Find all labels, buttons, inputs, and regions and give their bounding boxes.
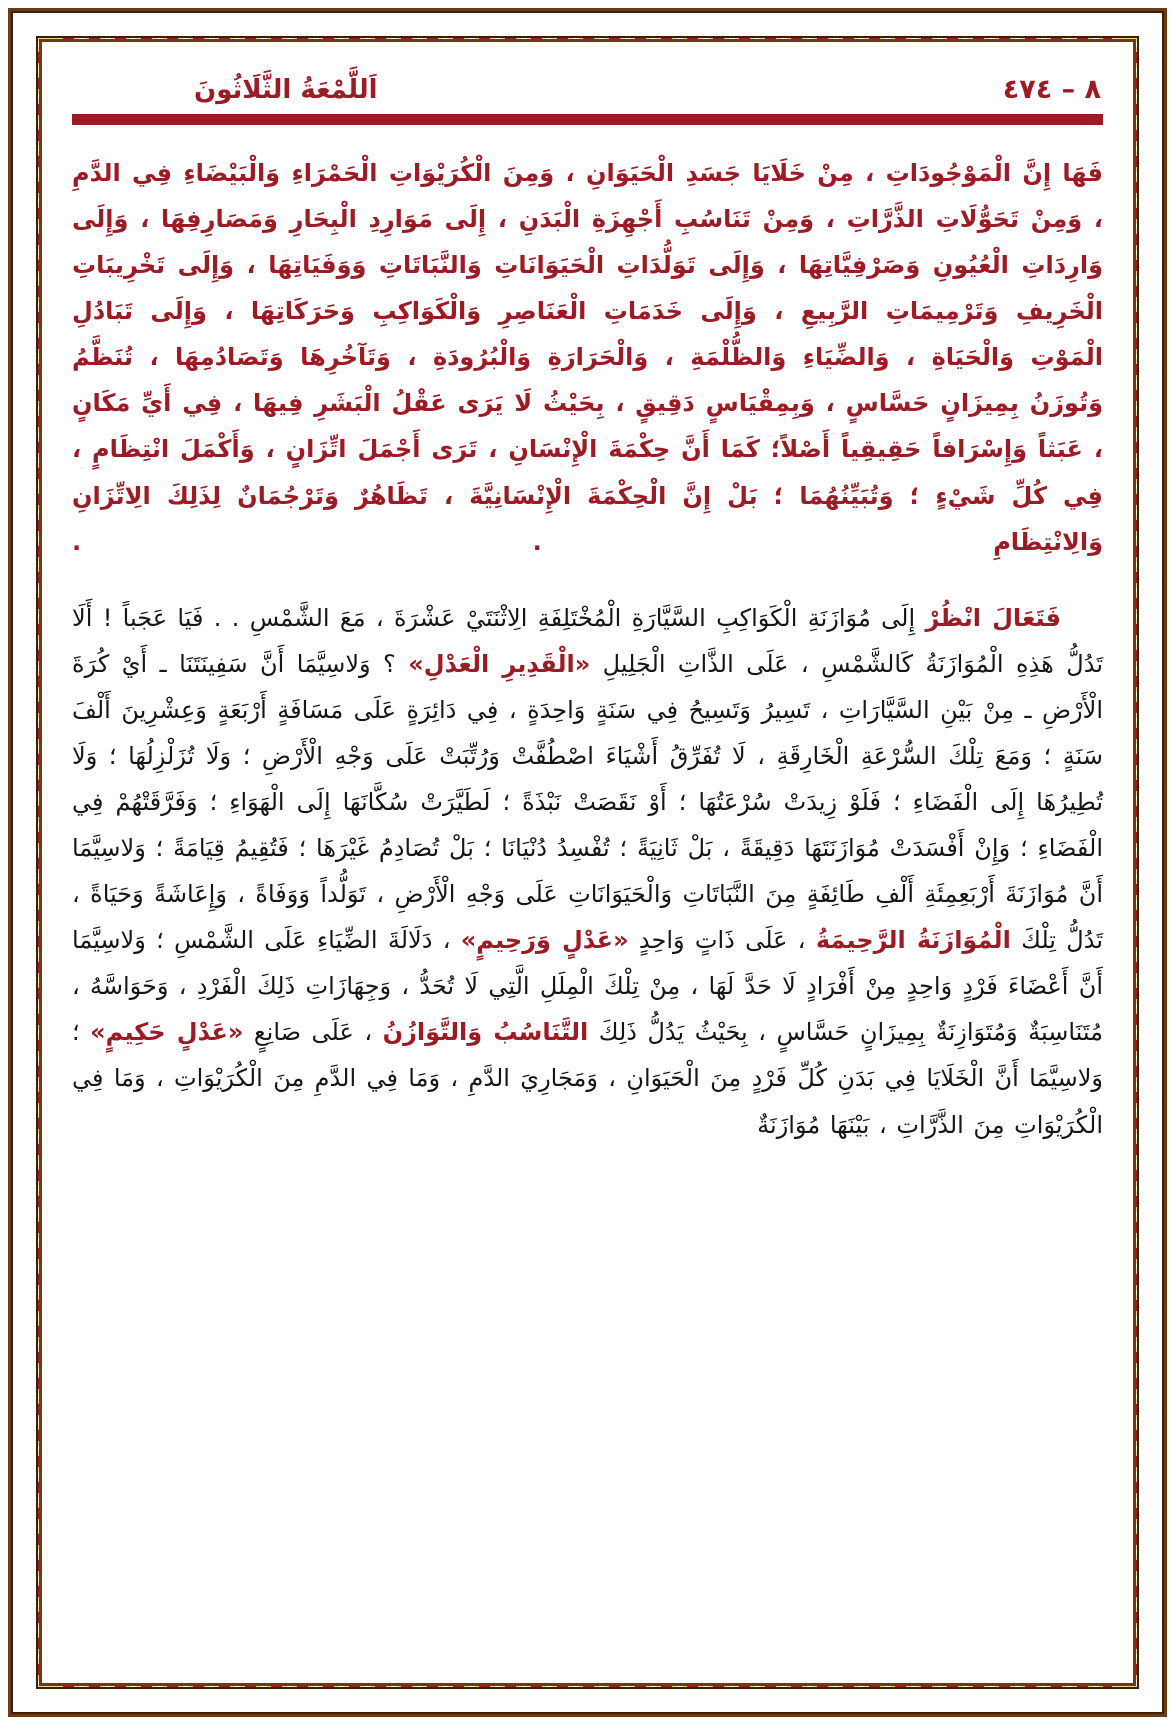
highlighted-phrase: التَّنَاسُبُ وَالتَّوَازُنُ [382,1018,589,1047]
page-title: اَللَّمْعَةُ الثَّلَاثُونَ [194,75,378,105]
body-text-run: ، عَلَى صَانِعٍ [243,1018,383,1047]
body-text-run: ، عَلَى ذَاتٍ وَاحِدٍ [628,926,816,955]
body-text-run: ؛ وَلاسِيَّمَا أَنَّ الْخَلَايَا فِي بَدَنِ كُلِّ فَرْدٍ مِنَ الْحَيَوَانِ ، وَمَجَارِيَ الدَّمِ ، وَمَا فِي الدَّمِ مِنَ الْكُرَيْوَاتِ ، وَمَا فِي الْكُرَيْوَاتِ مِنَ الذَّرَّاتِ ، بَيْنَهَا مُوَازَنَةٌ [72,1018,1103,1139]
highlighted-phrase: «الْقَدِيرِ الْعَدْلِ» [408,649,591,678]
page-content [58,52,1117,1673]
body-text-run: ؟ وَلاسِيَّمَا أَنَّ سَفِينَتَنَا ـ أَيْ كُرَةَ الْأَرْضِ ـ مِنْ بَيْنِ السَّيَّارَاتِ ، تَسِيرُ وَتَسِيحُ فِي سَنَةٍ وَاحِدَةٍ ، فِي دَائِرَةٍ عَلَى مَسَافَةٍ أَرْبَعَةٍ وَعِشْرِينَ أَلْفَ سَنَةٍ ؛ وَمَعَ تِلْكَ السُّرْعَةِ الْخَارِقَةِ ، لَا تُفَرِّقُ أَشْيَاءَ اصْطُفَّتْ وَرُتِّبَتْ عَلَى وَجْهِ الْأَرْضِ ؛ وَلَا تُزَلْزِلُهَا ؛ وَلَا تُطِيرُهَا إِلَى الْفَضَاءِ ؛ فَلَوْ زِيدَتْ سُرْعَتُهَا ؛ أَوْ نَقَصَتْ نَبْذَةً ؛ لَطَيَّرَتْ سُكَّانَهَا إِلَى الْهَوَاءِ ؛ وَفَرَّقَتْهُمْ فِي الْفَضَاءِ ؛ وَإِنْ أَفْسَدَتْ مُوَازَنَتَهَا دَقِيقَةً ، بَلْ ثَانِيَةً ؛ تُفْسِدُ دُنْيَانَا ؛ بَلْ تُصَادِمُ غَيْرَهَا ؛ فَتُقِيمُ قِيَامَةً ؛ وَلاسِيَّمَا أَنَّ مُوَازَنَةَ أَرْبَعِمِئَةِ أَلْفِ طَائِفَةٍ مِنَ النَّبَاتَاتِ وَالْحَيَوَانَاتِ عَلَى وَجْهِ الْأَرْضِ ، تَوَلُّداً وَوَفَاةً ، وَإِعَاشَةً وَحَيَاةً ، تَدُلُّ تِلْكَ [72,649,1104,955]
body-text-run: ، دَلَالَةَ الضِّيَاءِ عَلَى الشَّمْسِ ؛ وَلاسِيَّمَا أَنَّ أَعْضَاءَ فَرْدٍ وَاحِدٍ مِنْ أَفْرَادٍ لَا حَدَّ لَهَا ، مِنْ تِلْكَ الْمِلَلِ الَّتِي لَا تُحَدُّ ، وَجِهَازَاتِ ذَلِكَ الْفَرْدِ ، وَحَوَاسَّهُ ، مُتَنَاسِبَةٌ وَمُتَوَازِنَةٌ بِمِيزَانٍ حَسَّاسٍ ، بِحَيْثُ يَدُلُّ ذَلِكَ [72,926,1103,1047]
page-header [68,74,1107,105]
highlighted-phrase: فَتَعَالَ انْظُرْ [925,603,1061,632]
paragraph-body [68,595,1107,1148]
highlighted-phrase: «عَدْلٍ حَكِيمٍ» [90,1018,244,1047]
paragraph-red: فَهَا إِنَّ الْمَوْجُودَاتِ ، مِنْ خَلَايَا جَسَدِ الْحَيَوَانِ ، وَمِنَ الْكُرَيْوَاتِ الْحَمْرَاءِ وَالْبَيْضَاءِ فِي الدَّمِ ، وَمِنْ تَحَوُّلَاتِ الذَّرَّاتِ ، وَمِنْ تَنَاسُبِ أَجْهِزَةِ الْبَدَنِ ، إِلَى مَوَارِدِ الْبِحَارِ وَمَصَارِفِهَا ، وَإِلَى وَارِدَاتِ الْعُيُونِ وَصَرْفِيَّاتِهَا ، وَإِلَى تَوَلُّدَاتِ الْحَيَوَانَاتِ وَالنَّبَاتَاتِ وَوَفَيَاتِهَا ، وَإِلَى تَخْرِيبَاتِ الْخَرِيفِ وَتَرْمِيمَاتِ الرَّبِيعِ ، وَإِلَى خَدَمَاتِ الْعَنَاصِرِ وَالْكَوَاكِبِ وَحَرَكَاتِهَا ، وَإِلَى تَبَادُلِ الْمَوْتِ وَالْحَيَاةِ ، وَالضِّيَاءِ وَالظُّلْمَةِ ، وَالْحَرَارَةِ وَالْبُرُودَةِ ، وَتَآخُرِهَا وَتَصَادُمِهَا ، تُنَظَّمُ وَتُوزَنُ بِمِيزَانٍ حَسَّاسٍ ، وَبِمِقْيَاسٍ دَقِيقٍ ، بِحَيْثُ لَا يَرَى عَقْلُ الْبَشَرِ فِيهَا ، فِي أَيِّ مَكَانٍ ، عَبَثاً وَإِسْرَافاً حَقِيقِياً أَصْلاً؛ كَمَا أَنَّ حِكْمَةَ الْإِنْسَانِ ، تَرَى أَجْمَلَ اتِّزَانٍ ، وَأَكْمَلَ انْتِظَامٍ ، فِي كُلِّ شَيْءٍ ؛ وَتُبَيِّنُهُمَا ؛ بَلْ إِنَّ الْحِكْمَةَ الْإِنْسَانِيَّةَ ، تَظَاهُرٌ وَتَرْجُمَانٌ لِذَلِكَ الِاتِّزَانِ وَالِانْتِظَامِ . . [72,159,1103,556]
highlighted-phrase: «عَدْلٍ وَرَحِيمٍ» [460,926,629,955]
body-text-run: إِلَى مُوَازَنَةِ الْكَوَاكِبِ السَّيَّارَةِ الْمُخْتَلِفَةِ الِاثْنَتَيْ عَشْرَةَ ، مَعَ الشَّمْسِ . . فَيَا عَجَباً ! أَلَا تَدُلُّ هَذِهِ الْمُوَازَنَةُ كَالشَّمْسِ ، عَلَى الذَّاتِ الْجَلِيلِ [72,603,1103,678]
header-divider-bar [72,114,1103,125]
page-number: ٨ – ٤٧٤ [1002,74,1101,105]
header-divider [72,111,1103,128]
highlighted-phrase: الْمُوَازَنَةُ الرَّحِيمَةُ [815,926,1011,955]
